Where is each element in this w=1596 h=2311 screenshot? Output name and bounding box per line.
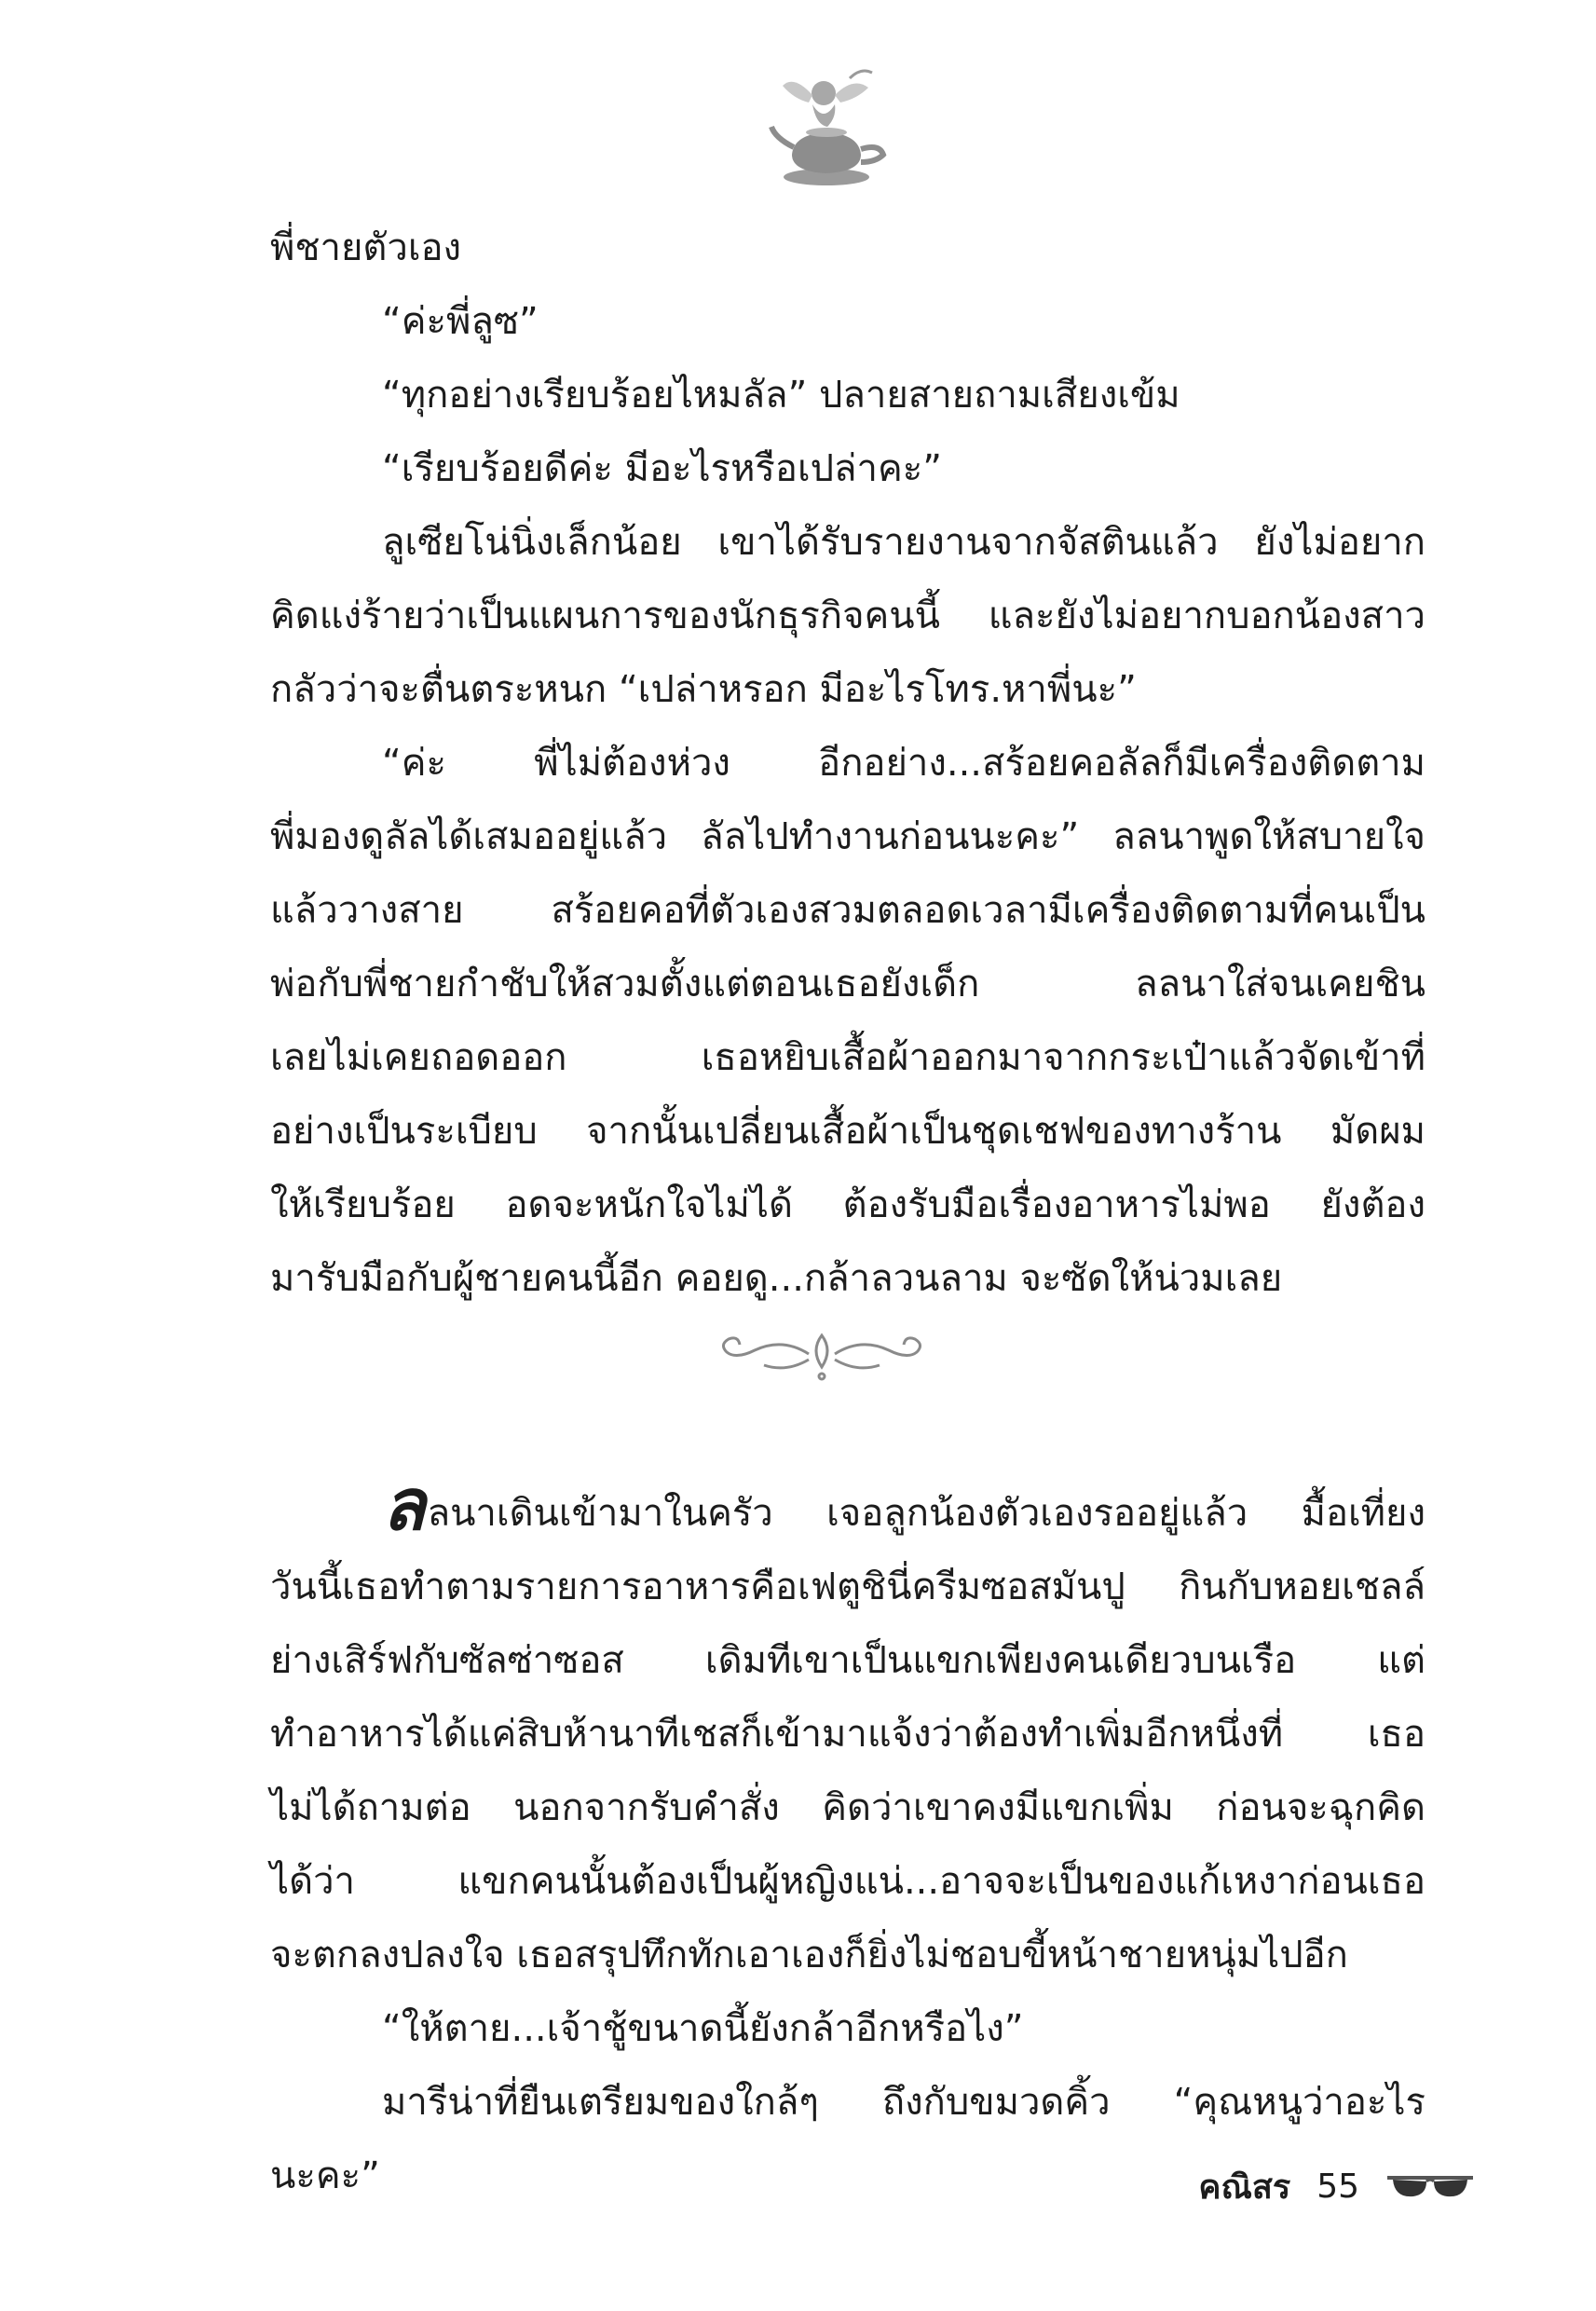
text-line: “ค่ะพี่ลูซ”: [382, 300, 539, 343]
text-line: จะตกลงปลงใจ เธอสรุปทึกทักเอาเองก็ยิ่งไม่ชอบขี้หน้าชายหนุ่มไปอีก: [270, 1934, 1348, 1976]
text-line: “ทุกอย่างเรียบร้อยไหมลัล” ปลายสายถามเสียงเข้ม: [382, 374, 1180, 417]
text-line: คิดแง่ร้ายว่าเป็นแผนการของนักธุรกิจคนนี้ และยังไม่อยากบอกน้องสาว: [270, 595, 1425, 637]
paragraph: [270, 359, 1425, 432]
text-line: อย่างเป็นระเบียบ จากนั้นเปลี่ยนเสื้อผ้าเป็นชุดเชฟของทางร้าน มัดผม: [270, 1110, 1425, 1153]
sunglasses-icon: [1384, 2170, 1477, 2204]
text-line: พ่อกับพี่ชายกำชับให้สวมตั้งแต่ตอนเธอยังเด็ก ลลนาใส่จนเคยชิน: [270, 963, 1425, 1005]
paragraph: [270, 432, 1425, 506]
paragraph: [270, 506, 1425, 727]
text-line: มารับมือกับผู้ชายคนนี้อีก คอยดู...กล้าลวนลาม จะซัดให้น่วมเลย: [270, 1257, 1283, 1300]
text-line: วันนี้เธอทำตามรายการอาหารคือเฟตูชินี่ครีมซอสมันปู กินกับหอยเชลล์: [270, 1566, 1425, 1608]
text-line: “ให้ตาย...เจ้าชู้ขนาดนี้ยังกล้าอีกหรือไง”: [382, 2007, 1024, 2050]
text-line: เลยไม่เคยถอดออก เธอหยิบเสื้อผ้าออกมาจากกระเป๋าแล้วจัดเข้าที่: [270, 1036, 1425, 1079]
text-line: ให้เรียบร้อย อดจะหนักใจไม่ได้ ต้องรับมือเรื่องอาหารไม่พอ ยังต้อง: [270, 1183, 1425, 1226]
paragraph: [270, 727, 1425, 1316]
text-line: พี่ชายตัวเอง: [270, 226, 462, 269]
text-line: กลัวว่าจะตื่นตระหนก “เปล่าหรอก มีอะไรโทร.หาพี่นะ”: [270, 668, 1137, 711]
text-line-rest: ลนาเดินเข้ามาในครัว เจอลูกน้องตัวเองรออยู่แล้ว มื้อเที่ยง: [427, 1492, 1425, 1535]
text-line: ได้ว่า แขกคนนั้นต้องเป็นผู้หญิงแน่...อาจจะเป็นของแก้เหงาก่อนเธอ: [270, 1860, 1425, 1903]
page-number: 55: [1316, 2167, 1359, 2206]
text-line: นะคะ”: [270, 2154, 380, 2197]
paragraph: [270, 1463, 1425, 1992]
text-line: ไม่ได้ถามต่อ นอกจากรับคำสั่ง คิดว่าเขาคงมีแขกเพิ่ม ก่อนจะฉุกคิด: [270, 1786, 1425, 1829]
text-line: “เรียบร้อยดีค่ะ มีอะไรหรือเปล่าคะ”: [382, 447, 942, 490]
drop-cap: ล: [382, 1463, 426, 1546]
text-line: แล้ววางสาย สร้อยคอที่ตัวเองสวมตลอดเวลามีเครื่องติดตามที่คนเป็น: [270, 889, 1425, 932]
paragraph: [270, 285, 1425, 359]
text-line: [270, 1463, 1425, 1551]
page-footer: [1198, 2160, 1477, 2213]
scroll-flourish-icon: [708, 1319, 936, 1384]
text-line: “ค่ะ พี่ไม่ต้องห่วง อีกอย่าง...สร้อยคอลัลก็มีเครื่องติดตาม: [382, 742, 1425, 785]
cupid-teapot-icon: [757, 58, 896, 198]
text-line: มารีน่าที่ยืนเตรียมของใกล้ๆ ถึงกับขมวดคิ้ว “คุณหนูว่าอะไร: [382, 2081, 1425, 2124]
text-line: พี่มองดูลัลได้เสมออยู่แล้ว ลัลไปทำงานก่อนนะคะ” ลลนาพูดให้สบายใจ: [270, 815, 1425, 858]
author-name: คณิสร: [1198, 2168, 1291, 2207]
text-line: ลูเซียโน่นิ่งเล็กน้อย เขาได้รับรายงานจากจัสตินแล้ว ยังไม่อยาก: [382, 521, 1425, 564]
paragraph: [270, 212, 1425, 285]
paragraph: [270, 1992, 1425, 2066]
text-line: ย่างเสิร์ฟกับซัลซ่าซอส เดิมทีเขาเป็นแขกเพียงคนเดียวบนเรือ แต่: [270, 1639, 1425, 1682]
text-line: ทำอาหารได้แค่สิบห้านาทีเชสก็เข้ามาแจ้งว่าต้องทำเพิ่มอีกหนึ่งที่ เธอ: [270, 1713, 1425, 1756]
